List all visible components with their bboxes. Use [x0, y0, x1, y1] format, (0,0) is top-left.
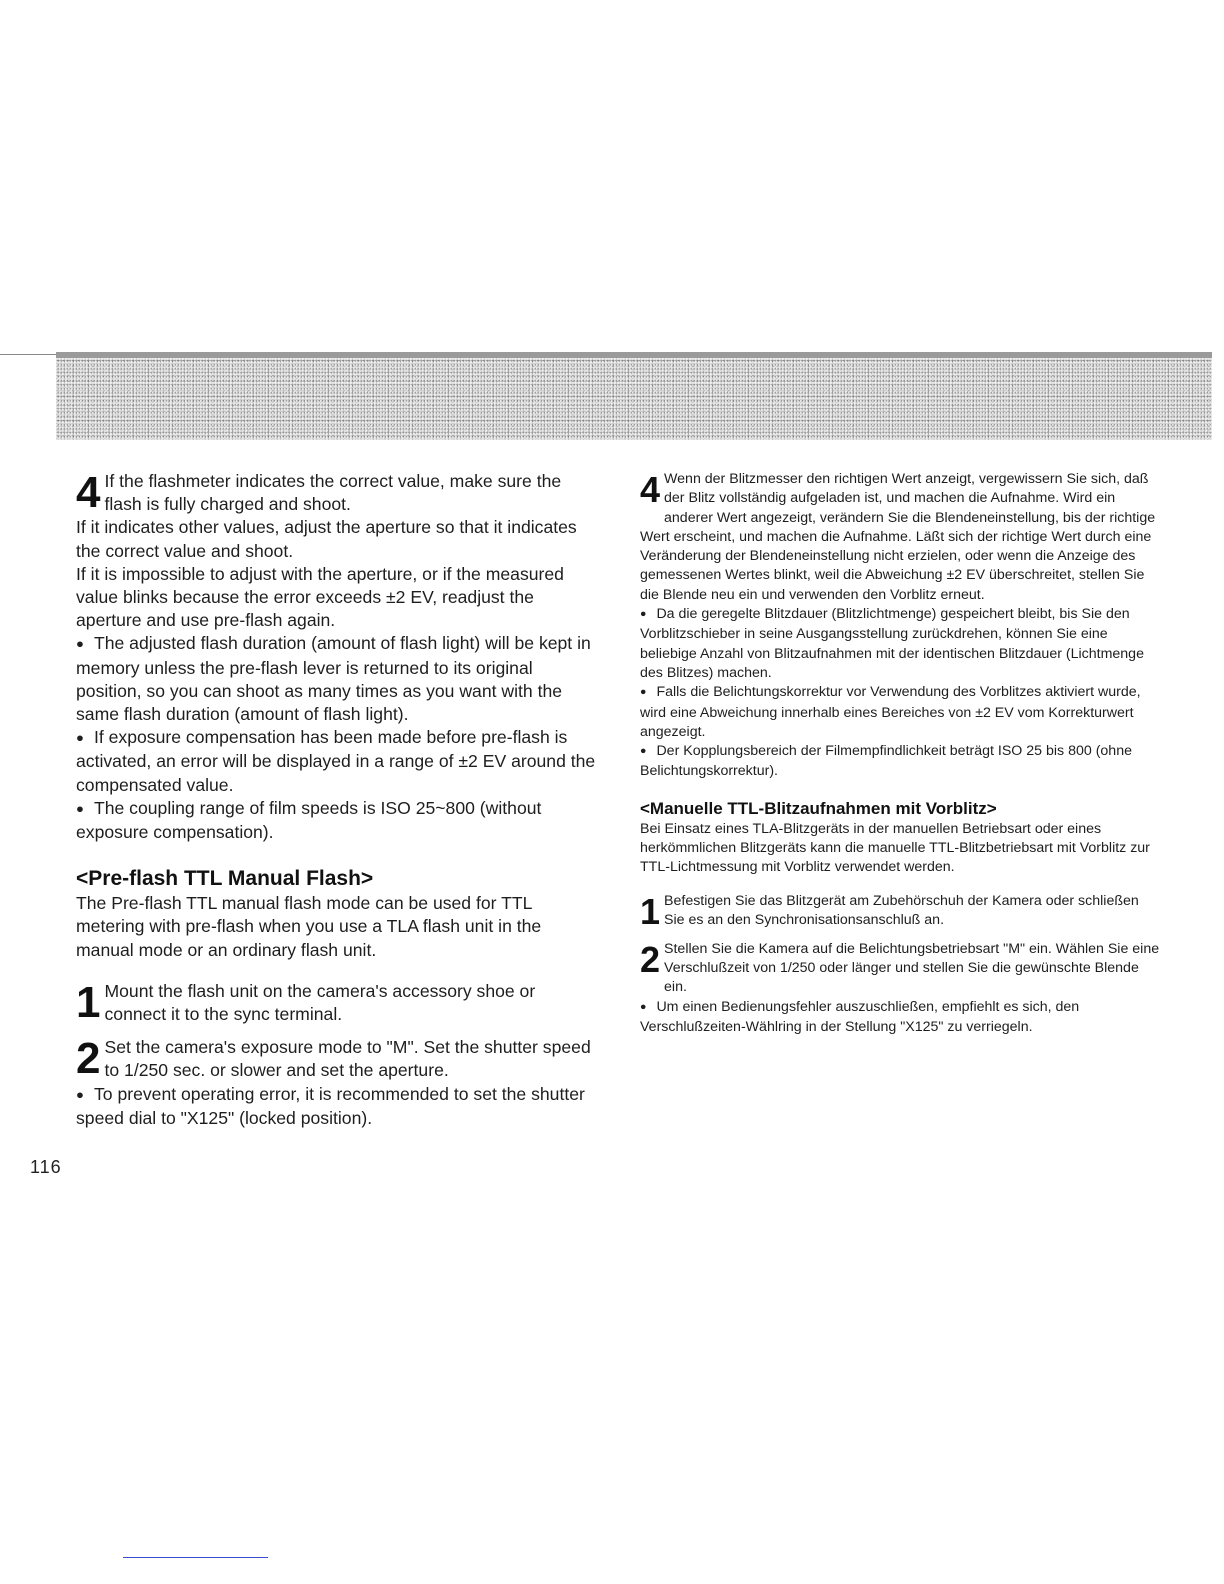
step-number: 1 [640, 890, 661, 932]
section-heading: <Manuelle TTL-Blitzaufnahmen mit Vorblitz> [640, 798, 997, 818]
paragraph: If it is impossible to adjust with the aperture, or if the measured value blinks because the error exceeds ±2 EV, readjust the aperture and use pre-flash again. [76, 563, 564, 631]
step-4-en [76, 470, 596, 516]
paragraph: If it indicates other values, adjust the aperture so that it indicates the correct value and shoot. [76, 517, 577, 561]
bottom-underline [123, 1557, 268, 1558]
step-2-de [640, 940, 1160, 998]
step-text: If the flashmeter indicates the correct value, make sure the flash is fully charged and shoot. [104, 471, 562, 515]
step-text: Stellen Sie die Kamera auf die Belichtungsbetriebsart "M" ein. Wählen Sie eine Verschlußzeit von 1/250 oder länger und stellen Sie die gewünschte Blende ein. [664, 940, 1160, 996]
english-column [76, 470, 596, 1130]
section-intro: Bei Einsatz eines TLA-Blitzgeräts in der manuellen Betriebsart oder eines herkömmlichen Blitzgeräts kann die manuelle TTL-Blitzbetriebsart mit Vorblitz zur TTL-Lichtmessung mit Vorblitz verwendet werden. [640, 820, 1150, 876]
bullet-item: ● Falls die Belichtungskorrektur vor Verwendung des Vorblitzes aktiviert wurde, wird eine Abweichung innerhalb eines Bereiches von ±2 EV vom Korrekturwert angezeigt. [640, 683, 1160, 742]
header-band [56, 352, 1212, 440]
bullet-item: ● To prevent operating error, it is recommended to set the shutter speed dial to "X125" (locked position). [76, 1083, 596, 1130]
bullet-item: ● The coupling range of film speeds is ISO 25~800 (without exposure compensation). [76, 797, 596, 844]
step-number: 4 [640, 469, 661, 510]
german-column [640, 470, 1160, 1037]
step-1-de [640, 892, 1160, 931]
step-text: Wenn der Blitzmesser den richtigen Wert anzeigt, vergewissern Sie sich, daß der Blitz vollständig aufgeladen ist, und machen die Aufnahme. Wird ein anderer Wert angezeigt, verändern Sie die Blendeneinstellung, bis der richtige Wert erscheint, und machen die Aufnahme. Läßt sich der richtige Wert durch eine Veränderung der Blendeneinstellung nicht erzielen, oder wenn die Anzeige des gemessenen Wertes blinkt, weil die Abweichung ±2 EV überschreitet, stellen Sie die Blende neu ein und verwenden den Vorblitz erneut. [640, 471, 1156, 603]
step-4-de [640, 470, 1160, 605]
step-2-en [76, 1036, 596, 1082]
step-number: 1 [76, 977, 101, 1027]
step-text: Set the camera's exposure mode to "M". Set the shutter speed to 1/250 sec. or slower and set the aperture. [104, 1037, 591, 1081]
step-text: Mount the flash unit on the camera's accessory shoe or connect it to the sync terminal. [104, 980, 536, 1025]
section-heading: <Pre-flash TTL Manual Flash> [76, 867, 374, 891]
step-number: 2 [640, 938, 661, 980]
step-number: 4 [76, 468, 101, 517]
section-intro: The Pre-flash TTL manual flash mode can be used for TTL metering with pre-flash when you use a TLA flash unit in the manual mode or an ordinary flash unit. [76, 893, 542, 960]
bullet-item: ● If exposure compensation has been made before pre-flash is activated, an error will be displayed in a range of ±2 EV around the compensated value. [76, 726, 596, 797]
step-1-en [76, 977, 596, 1027]
page-number: 116 [30, 1157, 62, 1177]
left-margin-rule [0, 354, 60, 355]
bullet-item: ● Um einen Bedienungsfehler auszuschließen, empfiehlt es sich, den Verschlußzeiten-Wählring in der Stellung "X125" zu verriegeln. [640, 998, 1160, 1038]
bullet-item: ● The adjusted flash duration (amount of flash light) will be kept in memory unless the pre-flash lever is returned to its original position, so you can shoot as many times as you want with the same flash duration (amount of flash light). [76, 632, 596, 726]
bullet-item: ● Der Kopplungsbereich der Filmempfindlichkeit beträgt ISO 25 bis 800 (ohne Belichtungskorrektur). [640, 742, 1160, 782]
step-number: 2 [76, 1034, 101, 1084]
bullet-item: ● Da die geregelte Blitzdauer (Blitzlichtmenge) gespeichert bleibt, bis Sie den Vorblitzschieber in seine Ausgangsstellung zurückdrehen, können Sie eine beliebige Anzahl von Blitzaufnahmen mit der identischen Blitzdauer (Lichtmenge des Blitzes) machen. [640, 605, 1160, 683]
step-text: Befestigen Sie das Blitzgerät am Zubehörschuh der Kamera oder schließen Sie es an den Synchronisationsanschluß an. [664, 892, 1139, 928]
